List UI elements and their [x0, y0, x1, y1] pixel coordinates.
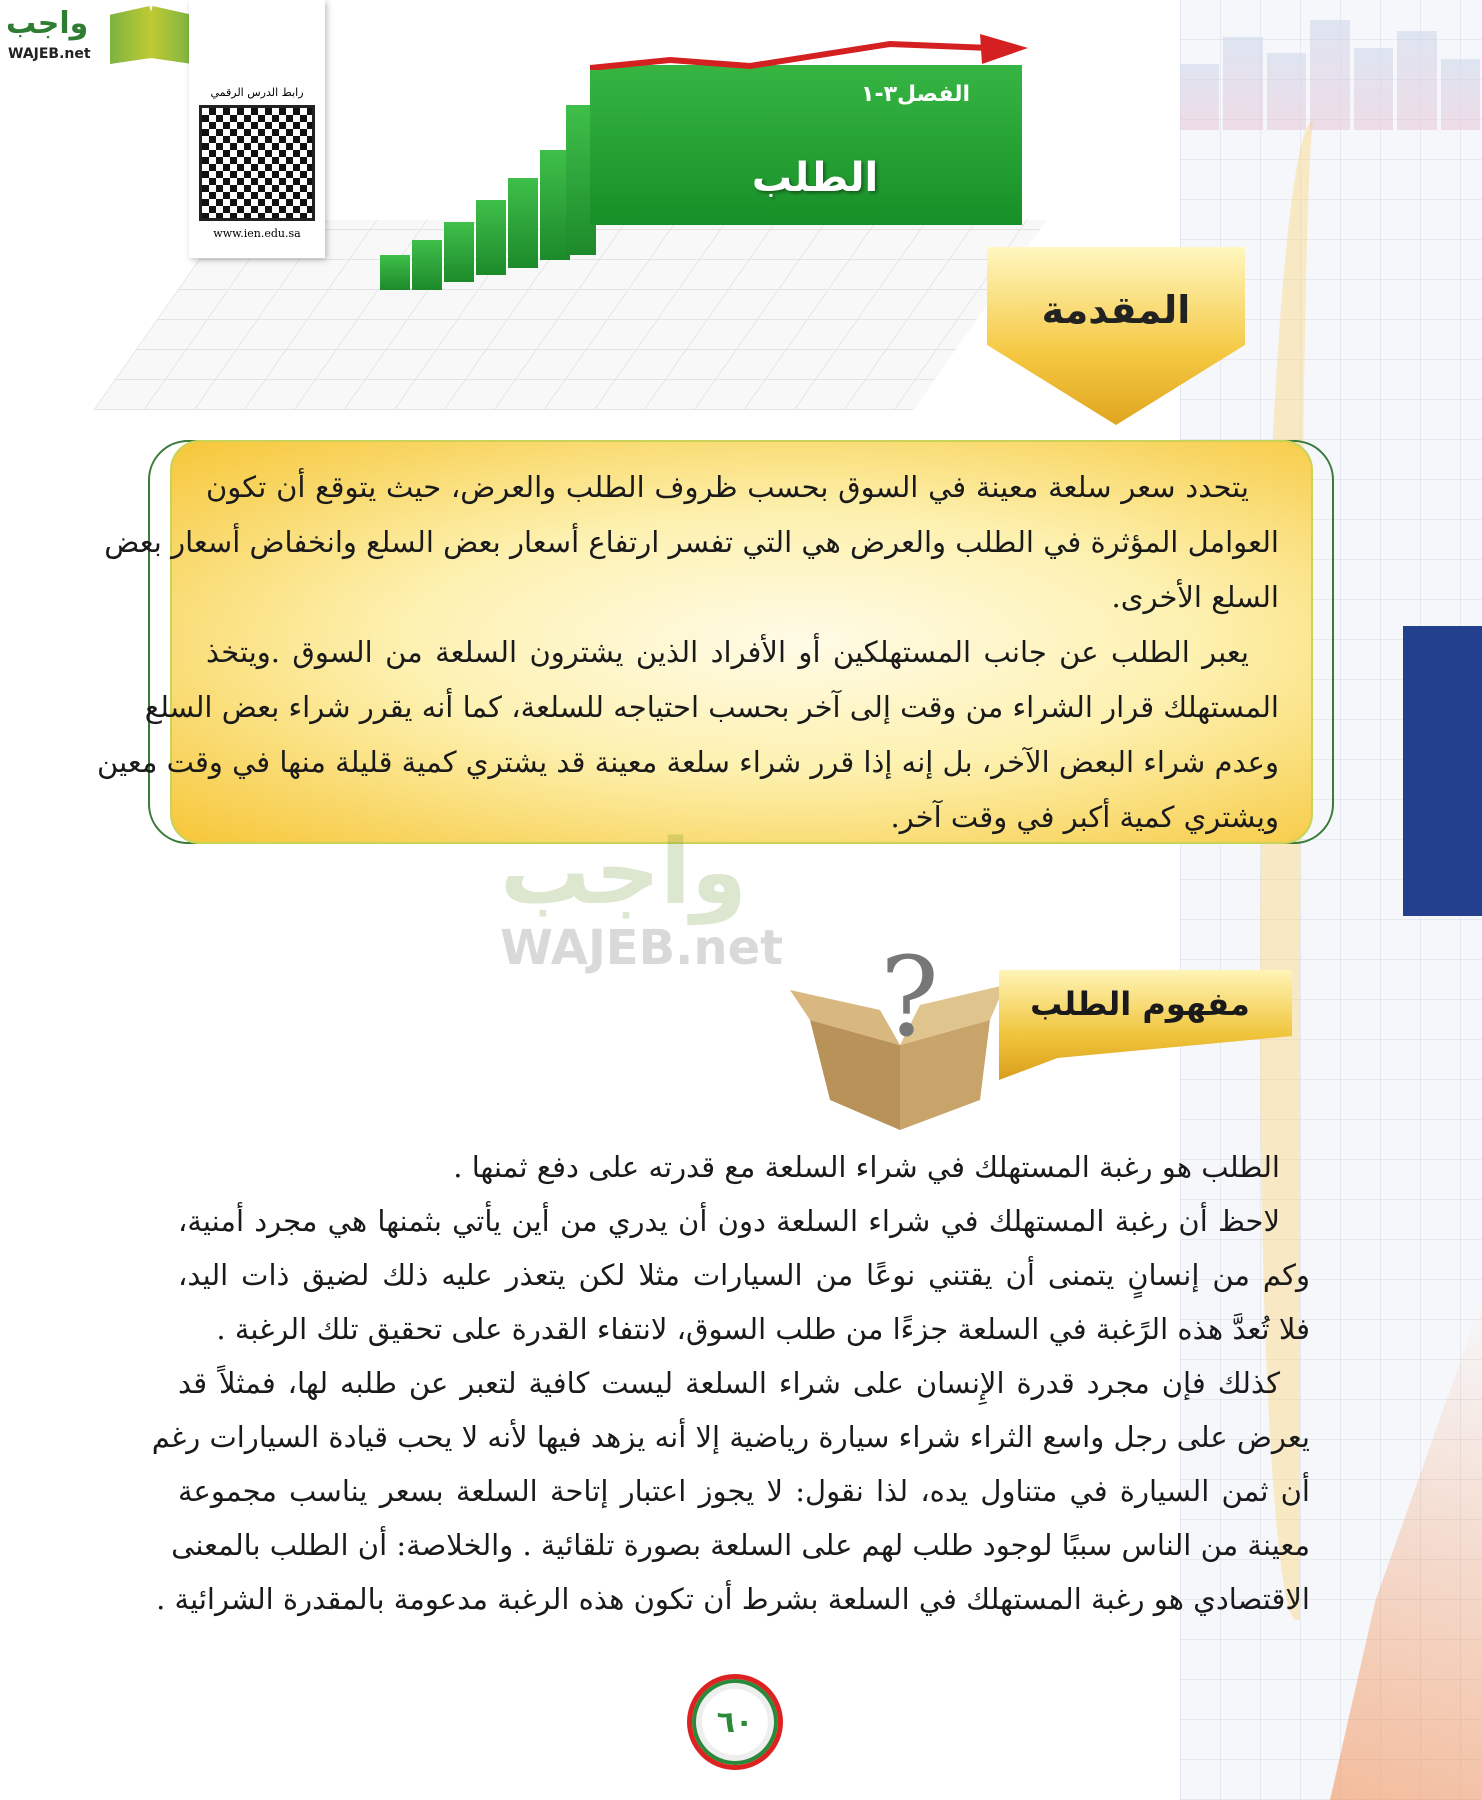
qr-label: رابط الدرس الرقمي: [210, 86, 304, 99]
concept-body: [151, 1140, 1310, 1626]
body-line: وكم من إنسانٍ يتمنى أن يقتني نوعًا من السيارات مثلا لكن يتعذر عليه ذلك لضيق ذات اليد،: [178, 1258, 1310, 1292]
intro-line: ويشتري كمية أكبر في وقت آخر.: [890, 800, 1279, 834]
intro-line: السلع الأخرى.: [1111, 580, 1279, 614]
watermark-latin: WAJEB.net: [500, 920, 784, 976]
qr-code[interactable]: [199, 105, 315, 221]
logo-arabic: واجب: [6, 6, 89, 41]
svg-text:?: ?: [880, 950, 939, 1061]
intro-line: يتحدد سعر سلعة معينة في السوق بحسب ظروف الطلب والعرض، حيث يتوقع أن تكون: [206, 470, 1249, 504]
wajeb-logo[interactable]: [6, 6, 196, 70]
logo-latin: WAJEB.net: [8, 46, 91, 62]
body-line: فلا تُعدَّ هذه الرًغبة في السلعة جزءًا من طلب السوق، لانتفاء القدرة على تحقيق تلك الرغبة .: [216, 1312, 1310, 1346]
intro-line: العوامل المؤثرة في الطلب والعرض هي التي تفسر ارتفاع أسعار بعض السلع وانخفاض أسعار بعض: [104, 525, 1279, 559]
body-line: أن ثمن السيارة في متناول يده، لذا نقول: لا يجوز اعتبار إتاحة السلعة بسعر يناسب مجموعة: [178, 1474, 1310, 1508]
book-icon: [110, 6, 192, 64]
question-box-illustration: [790, 950, 1010, 1130]
body-line: كذلك فإن مجرد قدرة الإِنسان على شراء السلعة ليست كافية لتعبر عن طلبه لها، فمثلاً قد: [178, 1366, 1280, 1400]
watermark-arabic: واجب: [500, 820, 747, 925]
intro-line: وعدم شراء البعض الآخر، بل إنه إذا قرر شراء سلعة معينة قد يشتري كمية قليلة منها في وقت معين: [97, 745, 1279, 779]
city-illustration: [1180, 20, 1480, 130]
body-line: الطلب هو رغبة المستهلك في شراء السلعة مع قدرته على دفع ثمنها .: [453, 1150, 1280, 1184]
body-line: يعرض على رجل واسع الثراء شراء سيارة رياضية إلا أنه يزهد فيها لأنه لا يحب قيادة السيارات رغم: [151, 1420, 1310, 1454]
page-number-badge: [687, 1674, 783, 1770]
concept-heading: مفهوم الطلب: [1030, 985, 1250, 1023]
intro-box: [97, 440, 1313, 844]
side-tab: [1403, 626, 1482, 916]
qr-card[interactable]: [189, 0, 325, 258]
body-line: لاحظ أن رغبة المستهلك في شراء السلعة دون أن يدري من أين يأتي بثمنها هي مجرد أمنية،: [178, 1204, 1280, 1238]
body-line: الاقتصادي هو رغبة المستهلك في السلعة بشرط أن تكون هذه الرغبة مدعومة بالمقدرة الشرائية .: [156, 1582, 1310, 1616]
qr-url[interactable]: www.ien.edu.sa: [213, 227, 301, 240]
intro-heading: المقدمة: [1041, 288, 1191, 332]
body-line: معينة من الناس سببًا لوجود طلب لهم على السلعة بصورة تلقائية . والخلاصة: أن الطلب بالمعنى: [171, 1528, 1310, 1562]
page-number: ٦٠: [716, 1705, 754, 1740]
trend-arrow-icon: [590, 30, 1030, 70]
page-title: الطلب: [751, 155, 879, 201]
intro-line: المستهلك قرار الشراء من وقت إلى آخر بحسب احتياجه للسلعة، كما أنه يقرر شراء بعض السلع: [144, 690, 1279, 724]
chapter-number: الفصل٣-١: [861, 82, 970, 107]
intro-line: يعبر الطلب عن جانب المستهلكين أو الأفراد الذين يشترون السلعة من السوق .ويتخذ: [206, 635, 1249, 669]
